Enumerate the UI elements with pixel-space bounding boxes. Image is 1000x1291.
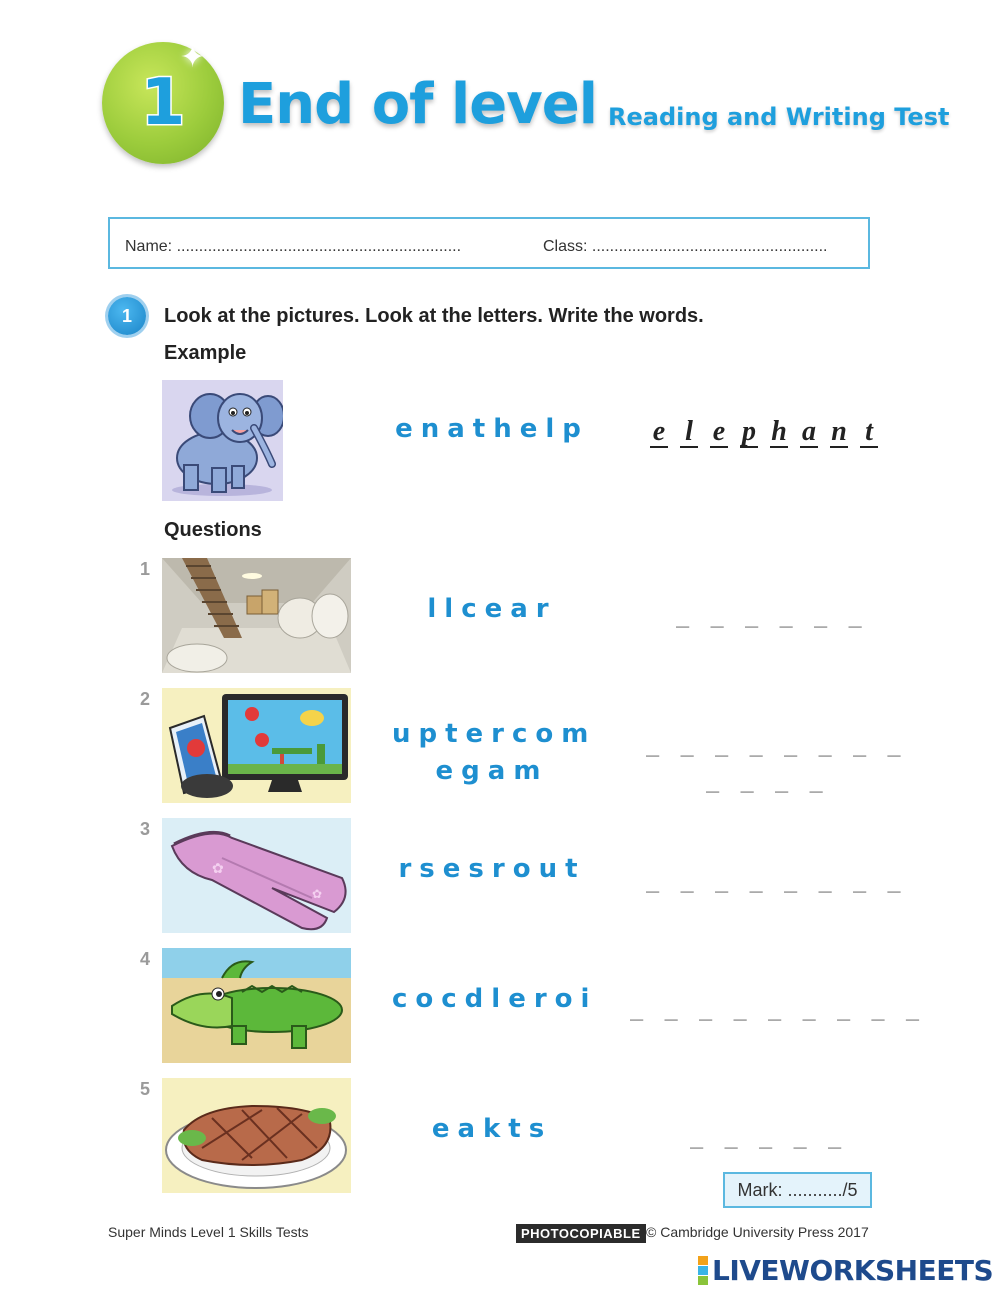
elephant-picture [162, 380, 283, 501]
example-answer-letter: e [650, 418, 668, 448]
name-class-box [108, 217, 870, 269]
copyright: © Cambridge University Press 2017 [646, 1224, 869, 1240]
question-scramble: llcear [427, 594, 557, 624]
question-scramble: rsesrout [398, 854, 586, 884]
example-answer [650, 418, 878, 448]
question-scramble: eakts [431, 1114, 553, 1144]
question-scramble: uptercom [392, 719, 597, 749]
answer-blanks[interactable]: _ _ _ _ _ _ _ _ [646, 868, 905, 893]
question-number: 1 [140, 559, 151, 579]
name-field[interactable]: Name: ................................................................ [125, 238, 462, 255]
steak-picture [162, 1078, 351, 1193]
mark-box: Mark: .........../5 [723, 1172, 872, 1208]
question-number: 4 [140, 949, 151, 969]
footer-book-title: Super Minds Level 1 Skills Tests [108, 1224, 309, 1240]
section-instruction: Look at the pictures. Look at the letters. Write the words. [164, 305, 704, 327]
class-field[interactable]: Class: ..................................................... [543, 238, 828, 255]
svg-text:✿: ✿ [212, 860, 224, 876]
liveworksheets-logo[interactable] [698, 1254, 993, 1287]
answer-blanks[interactable]: _ _ _ _ _ _ _ _ _ [630, 996, 924, 1021]
example-answer-letter: t [860, 418, 878, 448]
example-answer-letter: a [802, 416, 816, 447]
photocopiable-label: PHOTOCOPIABLE [516, 1224, 646, 1243]
crocodile-picture [162, 948, 351, 1063]
example-label: Example [164, 342, 247, 364]
example-answer-letter: l [680, 418, 698, 448]
example-answer-letter: e [710, 418, 728, 448]
svg-text:✿: ✿ [312, 887, 323, 901]
example-answer-letter: p [742, 416, 756, 447]
sparkle-icon: ✦ [180, 41, 206, 74]
liveworksheets-brand: LIVEWORKSHEETS [712, 1254, 994, 1287]
page-subtitle: Reading and Writing Test [608, 103, 950, 131]
question-number: 2 [140, 689, 151, 709]
answer-blanks[interactable]: _ _ _ _ _ [690, 1124, 846, 1149]
trousers-picture [162, 818, 351, 933]
question-scramble: cocdleroi [392, 984, 598, 1014]
level-number: 1 [140, 66, 186, 140]
liveworksheets-logo-icon [698, 1256, 708, 1285]
answer-blanks[interactable]: _ _ _ _ [706, 768, 827, 793]
question-number: 3 [140, 819, 151, 839]
section-number-badge: 1 [108, 297, 146, 335]
answer-blanks[interactable]: _ _ _ _ _ _ _ _ [646, 732, 905, 757]
page-title: End of level [238, 72, 597, 137]
answer-blanks[interactable]: _ _ _ _ _ _ [676, 603, 866, 628]
example-scramble: enathelp [395, 414, 589, 444]
level-badge [102, 42, 224, 164]
example-answer-letter: n [831, 416, 847, 447]
computer-game-picture [162, 688, 351, 803]
questions-label: Questions [164, 519, 262, 541]
cellar-picture [162, 558, 351, 673]
question-number: 5 [140, 1079, 151, 1099]
example-answer-letter: h [771, 416, 787, 447]
question-scramble: egam [435, 756, 549, 786]
